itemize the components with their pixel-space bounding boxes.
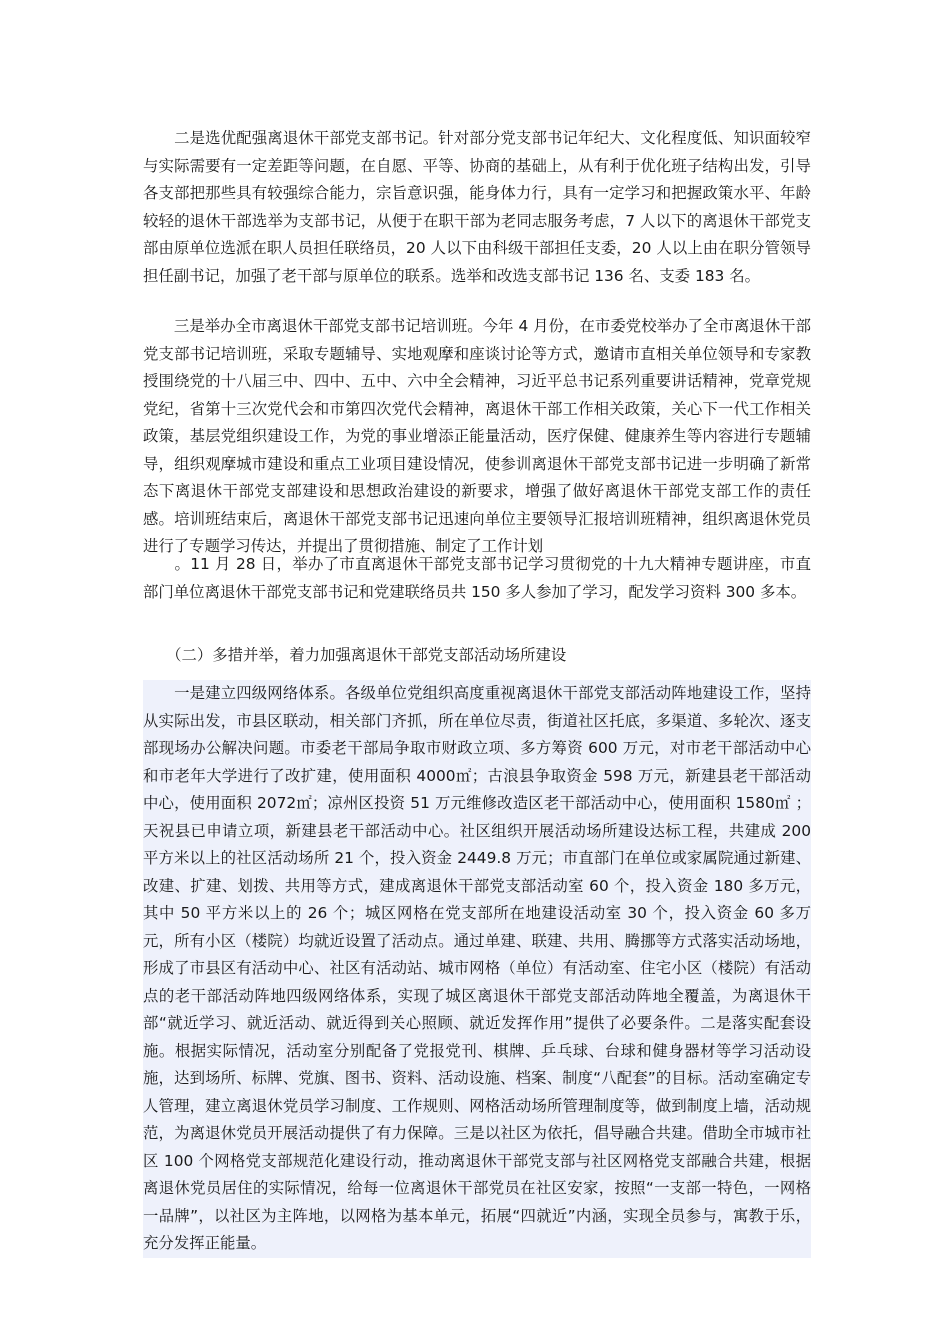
paragraph-secretary-selection: 二是选优配强离退休干部党支部书记。针对部分党支部书记年纪大、文化程度低、知识面较窄与实际需要有一定差距等问题，在自愿、平等、协商的基础上，从有利于优化班子结构出发，引导各支部把那些具有较强综合能力，宗旨意识强，能身体力行，具有一定学习和把握政策水平、年龄较轻的退休干部选举为支部书记，从便于在职干部为老同志服务考虑，7 人以下的离退休干部党支部由原单位选派在职人员担任联络员，20 人以下由科级干部担任支委，20 人以上由在职分管领导担任副书记，加强了老干部与原单位的联系。选举和改选支部书记 136 名、支委 183 名。 [143,129,811,285]
section-heading-venue-construction: （二）多措并举，着力加强离退休干部党支部活动场所建设 [143,646,567,664]
paragraph-lecture: 。11 月 28 日，举办了市直离退休干部党支部书记学习贯彻党的十九大精神专题讲座，市直部门单位离退休干部党支部书记和党建联络员共 150 多人参加了学习，配发学习资料 300 多本。 [143,555,811,601]
paragraph-network-system: 一是建立四级网络体系。各级单位党组织高度重视离退休干部党支部活动阵地建设工作，坚持从实际出发，市县区联动，相关部门齐抓，所在单位尽责，街道社区托底，多渠道、多轮次、逐支部现场办公解决问题。市委老干部局争取市财政立项、多方筹资 600 万元，对市老干部活动中心和市老年大学进行了改扩建，使用面积 4000㎡；古浪县争取资金 598 万元，新建县老干部活动中心，使用面积 2072㎡；凉州区投资 51 万元维修改造区老干部活动中心，使用面积 1580㎡ ；天祝县已申请立项，新建县老干部活动中心。社区组织开展活动场所建设达标工程，共建成 200 平方米以上的社区活动场所 21 个，投入资金 2449.8 万元；市直部门在单位或家属院通过新建、改建、扩建、划拨、共用等方式，建成离退休干部党支部活动室 60 个，投入资金 180 多万元，其中 50 平方米以上的 26 个；城区网格在党支部所在地建设活动室 30 个，投入资金 60 多万元，所有小区（楼院）均就近设置了活动点。通过单建、联建、共用、腾挪等方式落实活动场地，形成了市县区有活动中心、社区有活动站、城市网格（单位）有活动室、住宅小区（楼院）有活动点的老干部活动阵地四级网络体系，实现了城区离退休干部党支部活动阵地全覆盖，为离退休干部“就近学习、就近活动、就近得到关心照顾、就近发挥作用”提供了必要条件。二是落实配套设施。根据实际情况，活动室分别配备了党报党刊、棋牌、乒乓球、台球和健身器材等学习活动设施，达到场所、标牌、党旗、图书、资料、活动设施、档案、制度“八配套”的目标。活动室确定专人管理，建立离退休党员学习制度、工作规则、网格活动场所管理制度等，做到制度上墙，活动规范，为离退休党员开展活动提供了有力保障。三是以社区为依托，倡导融合共建。借助全市城市社区 100 个网格党支部规范化建设行动，推动离退休干部党支部与社区网格党支部融合共建，根据离退休党员居住的实际情况，给每一位离退休干部党员在社区安家，按照“一支部一特色，一网格一品牌”，以社区为主阵地，以网格为基本单元，拓展“四就近”内涵，实现全员参与，寓教于乐，充分发挥正能量。 [143,680,811,1258]
paragraph-training-class: 三是举办全市离退休干部党支部书记培训班。今年 4 月份，在市委党校举办了全市离退休干部党支部书记培训班，采取专题辅导、实地观摩和座谈讨论等方式，邀请市直相关单位领导和专家教授围绕党的十八届三中、四中、五中、六中全会精神，习近平总书记系列重要讲话精神，党章党规党纪，省第十三次党代会和市第四次党代会精神，离退休干部工作相关政策，关心下一代工作相关政策，基层党组织建设工作，为党的事业增添正能量活动，医疗保健、健康养生等内容进行专题辅导，组织观摩城市建设和重点工业项目建设情况，使参训离退休干部党支部书记进一步明确了新常态下离退休干部党支部建设和思想政治建设的新要求，增强了做好离退休干部党支部工作的责任感。培训班结束后，离退休干部党支部书记迅速向单位主要领导汇报培训班精神，组织离退休党员进行了专题学习传达，并提出了贯彻措施、制定了工作计划 [143,317,811,555]
